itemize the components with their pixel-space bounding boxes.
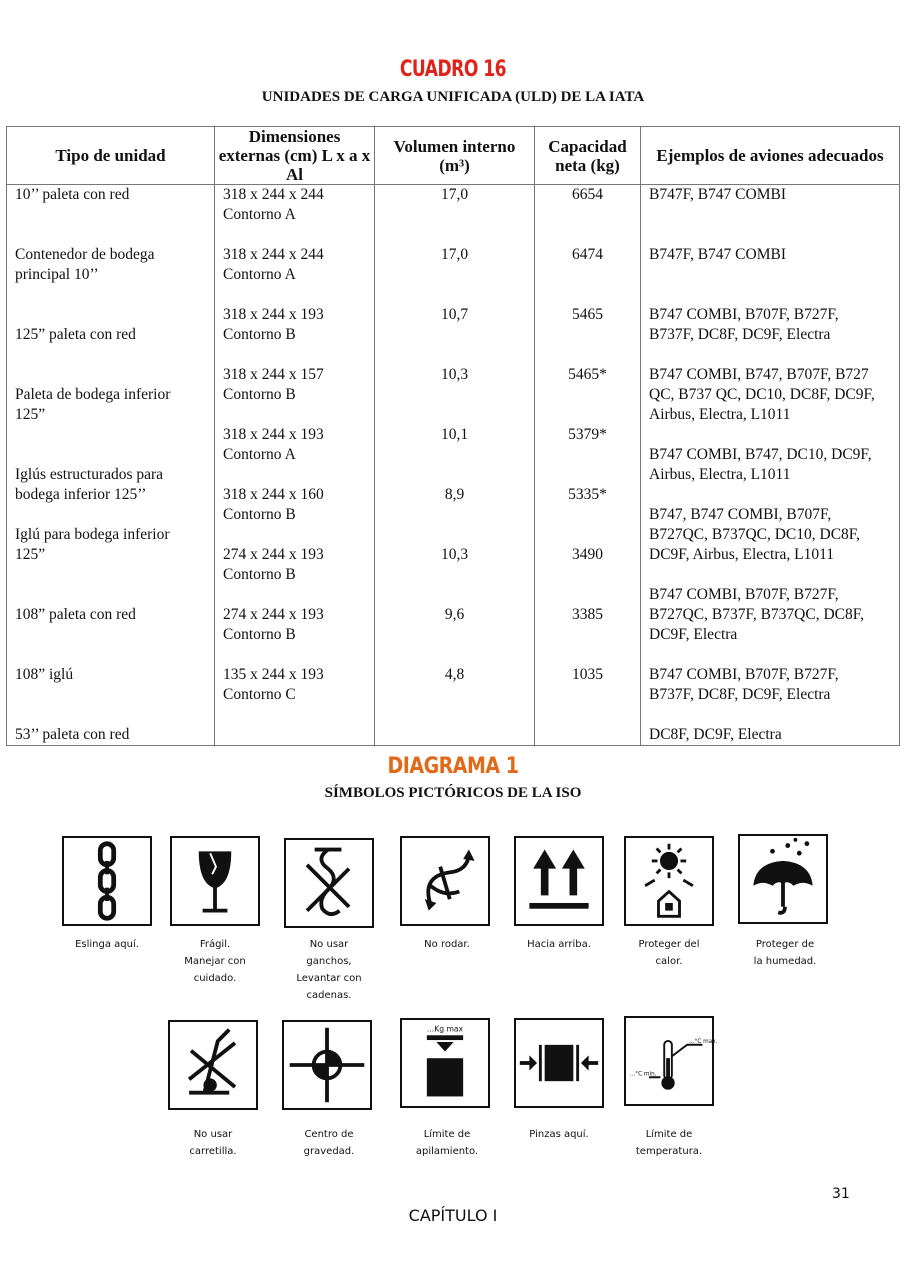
stacking-kg-label: ...Kg max (426, 1024, 464, 1034)
table-title: CUADRO 16 (399, 56, 507, 82)
header-ejemplos: Ejemplos de aviones adecuados (641, 127, 900, 185)
caption-proteger-humedad: Proteger de la humedad. (753, 939, 817, 967)
temperature-limit-icon (624, 1016, 718, 1106)
caption-eslinga: Eslinga aquí. (75, 939, 139, 950)
header-dimensiones: Dimensiones externas (cm) L x a x Al (215, 127, 375, 185)
header-capacidad: Capacidad neta (kg) (535, 127, 641, 185)
caption-centro-gravedad: Centro de gravedad. (303, 1129, 355, 1157)
page-number: 31 (832, 1186, 850, 1202)
cell-dimensiones-column: 318 x 244 x 244 Contorno A 318 x 244 x 244 Contorno A 318 x 244 x 193 Contorno B 318 x 244 x 157 Contorno B 318 x 244 x 193 Contorno A 318 x 244 x 160 Contorno B 274 x 244 x 193 Contorno B 274 x 244 x 193 Contorno B 135 x 244 x 193 Contorno C (215, 185, 375, 746)
keep-from-heat-icon (624, 836, 714, 926)
table-header-row (7, 127, 900, 185)
table-row (7, 185, 900, 746)
uld-table (6, 126, 900, 746)
no-roll-icon (400, 836, 490, 926)
caption-hacia-arriba: Hacia arriba. (527, 939, 591, 950)
clamp-here-icon (514, 1018, 604, 1108)
center-of-gravity-icon (282, 1020, 372, 1110)
diagram-subtitle: SÍMBOLOS PICTÓRICOS DE LA ISO (324, 785, 582, 801)
cell-tipo-column: 10’’ paleta con red Contenedor de bodega principal 10’’ 125” paleta con red Paleta de bodega inferior 125” Iglús estructurados para bodega inferior 125’’ Iglú para bodega inferior 125” 108” paleta con red 108” iglú 53’’ paleta con red (7, 185, 215, 746)
temp-max-label: ...°C max. (689, 1038, 718, 1045)
stacking-limit-icon (400, 1018, 490, 1108)
no-hooks-icon (284, 838, 374, 928)
cell-volumen-column: 17,0 17,0 10,7 10,3 10,1 8,9 10,3 9,6 4,8 (375, 185, 535, 746)
no-hand-truck-icon (168, 1020, 258, 1110)
chain-icon (62, 836, 152, 926)
caption-no-rodar: No rodar. (424, 939, 470, 950)
cell-ejemplos-column: B747F, B747 COMBI B747F, B747 COMBI B747 COMBI, B707F, B727F, B737F, DC8F, DC9F, Electra B747 COMBI, B747, B707F, B727 QC, B737 QC, DC10, DC8F, DC9F, Airbus, Electra, L1011 B747 COMBI, B747, DC10, DC9F, Airbus, Electra, L1011 B747, B747 COMBI, B707F, B727QC, B737QC, DC10, DC8F, DC9F, Airbus, Electra, L1011 B747 COMBI, B707F, B727F, B727QC, B737F, B737QC, DC8F, DC9F, Electra B747 COMBI, B707F, B727F, B737F, DC8F, DC9F, Electra DC8F, DC9F, Electra (641, 185, 900, 746)
caption-limite-apilamiento: Límite de apilamiento. (415, 1129, 479, 1157)
diagram-title: DIAGRAMA 1 (387, 753, 519, 779)
header-tipo: Tipo de unidad (7, 127, 215, 185)
this-way-up-icon (514, 836, 604, 926)
cell-capacidad-column: 6654 6474 5465 5465* 5379* 5335* 3490 3385 1035 (535, 185, 641, 746)
temp-min-label: ...°C min. (629, 1071, 657, 1078)
chapter-label: CAPÍTULO I (408, 1206, 498, 1225)
caption-pinzas: Pinzas aquí. (529, 1129, 589, 1140)
caption-proteger-calor: Proteger del calor. (638, 939, 700, 967)
header-volumen: Volumen interno (m³) (375, 127, 535, 185)
caption-limite-temperatura: Límite de temperatura. (635, 1129, 703, 1157)
fragile-glass-icon (170, 836, 260, 926)
caption-no-carretilla: No usar carretilla. (189, 1129, 237, 1157)
caption-fragil: Frágil. Manejar con cuidado. (184, 939, 246, 984)
table-subtitle: UNIDADES DE CARGA UNIFICADA (ULD) DE LA IATA (261, 89, 645, 105)
keep-dry-umbrella-icon (738, 834, 828, 924)
caption-no-ganchos: No usar ganchos, Levantar con cadenas. (296, 939, 362, 1001)
